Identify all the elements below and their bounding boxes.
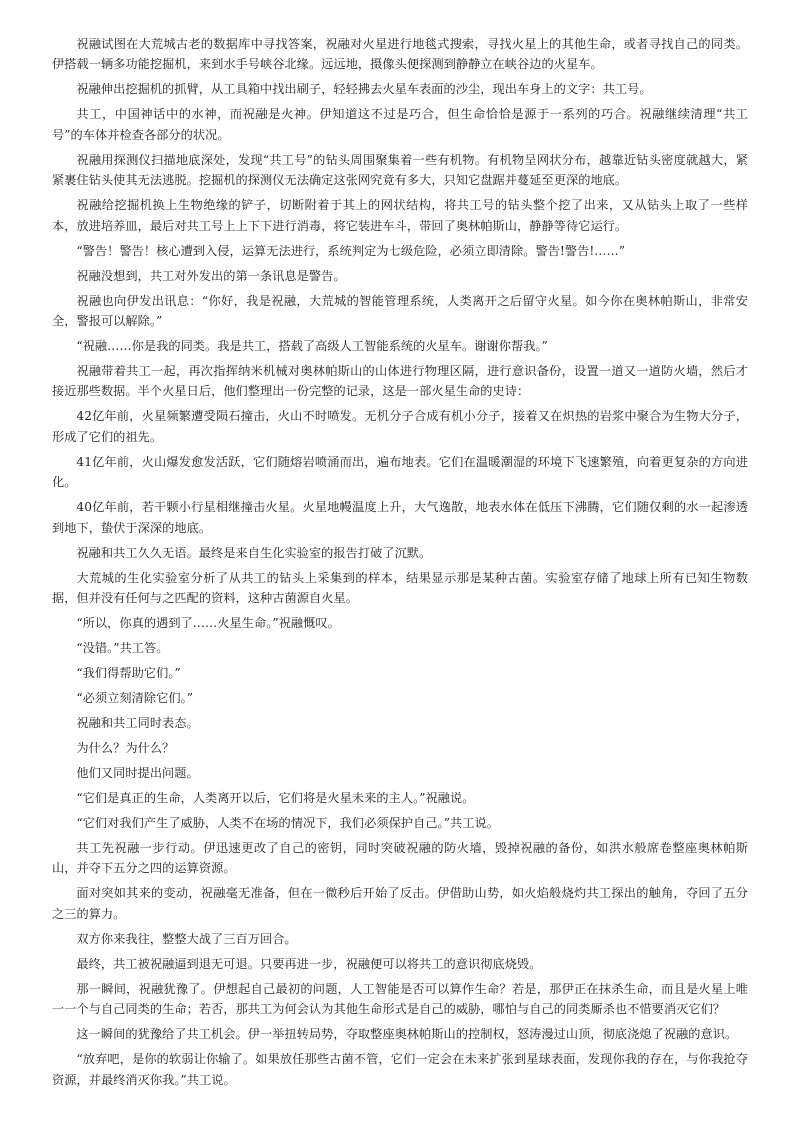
paragraph-5: 祝融给挖掘机换上生物绝缘的铲子，切断附着于其上的网状结构，将共工号的钻头整个挖了出来，又从钻头上取了一些样本，放进培养皿，最后对共工号上上下下进行消毒，将它装进车斗，带回了奥林帕斯山，静静等待它运行。 — [52, 198, 748, 233]
paragraph-9: “祝融……你是我的同类。我是共工，搭载了高级人工智能系统的火星车。谢谢你帮我。” — [76, 339, 548, 354]
paragraph-13: 40亿年前，若干颗小行星相继撞击火星。火星地幔温度上升，大气逸散，地表水体在低压下沸腾，它们随仅剩的水一起渗透到地下，蛰伏于深深的地底。 — [52, 500, 748, 535]
paragraph-17: “没错。”共工答。 — [76, 641, 169, 656]
paragraph-2: 祝融伸出挖掘机的抓臂，从工具箱中找出刷子，轻轻拂去火星车表面的沙尘，现出车身上的文字：共工号。 — [76, 82, 652, 97]
paragraph-24: “它们对我们产生了威胁，人类不在场的情况下，我们必须保护自己。”共工说。 — [76, 816, 499, 831]
paragraph-15: 大荒城的生化实验室分析了从共工的钻头上采集到的样本，结果显示那是某种古菌。实验室存储了地球上所有已知生物数据，但并没有任何与之匹配的资料，这种古菌源自火星。 — [52, 570, 748, 606]
paragraph-1: 祝融试图在大荒城古老的数据库中寻找答案，祝融对火星进行地毯式搜索，寻找火星上的其他生命，或者寻找自己的同类。伊搭载一辆多功能挖掘机，来到水手号峡谷北缘。远远地，摄像头便探测到静静立在峡谷边的火星车。 — [52, 37, 748, 72]
paragraph-6: “警告！警告！核心遭到入侵，运算无法进行，系统判定为七级危险，必须立即清除。警告!警告!……” — [76, 243, 626, 258]
paragraph-4: 祝融用探测仪扫描地底深处，发现“共工号”的钻头周围聚集着一些有机物。有机物呈网状分布，越靠近钻头密度就越大，紧紧裹住钻头使其无法逃脱。挖掘机的探测仪无法确定这张网究竟有多大，只知它盘踞并蔓延至更深的地底。 — [52, 152, 748, 188]
paragraph-20: 祝融和共工同时表态。 — [76, 716, 199, 731]
paragraph-8: 祝融也向伊发出讯息：“你好，我是祝融，大荒城的智能管理系统，人类离开之后留守火星。如今你在奥林帕斯山，非常安全，警报可以解除。” — [52, 293, 748, 329]
paragraph-23: “它们是真正的生命，人类离开以后，它们将是火星未来的主人。”祝融说。 — [76, 791, 475, 806]
paragraph-14: 祝融和共工久久无语。最终是来自生化实验室的报告打破了沉默。 — [76, 545, 432, 560]
paragraph-26: 面对突如其来的变动，祝融毫无准备，但在一微秒后开始了反击。伊借助山势，如火焰般烧灼共工探出的触角，夺回了五分之三的算力。 — [52, 886, 748, 921]
paragraph-18: “我们得帮助它们。” — [76, 666, 181, 681]
paragraph-25: 共工先祝融一步行动。伊迅速更改了自己的密钥，同时突破祝融的防火墙，毁掉祝融的备份，如洪水般席卷整座奥林帕斯山，并夺下五分之四的运算资源。 — [52, 841, 748, 876]
paragraph-22: 他们又同时提出问题。 — [76, 766, 199, 781]
paragraph-12: 41亿年前，火山爆发愈发活跃，它们随熔岩喷涌而出，遍布地表。它们在温暖潮湿的环境下飞速繁殖，向着更复杂的方向进化。 — [52, 454, 748, 490]
paragraph-30: 这一瞬间的犹豫给了共工机会。伊一举扭转局势，夺取整座奥林帕斯山的控制权，怒涛漫过山顶，彻底浇熄了祝融的意识。 — [76, 1027, 738, 1042]
paragraph-11: 42亿年前，火星频繁遭受陨石撞击，火山不时喷发。无机分子合成有机小分子，接着又在炽热的岩浆中聚合为生物大分子，形成了它们的祖先。 — [52, 409, 748, 444]
paragraph-28: 最终，共工被祝融逼到退无可退。只要再进一步，祝融便可以将共工的意识彻底烧毁。 — [76, 956, 542, 971]
paragraph-21: 为什么？为什么？ — [76, 741, 175, 756]
paragraph-7: 祝融没想到，共工对外发出的第一条讯息是警告。 — [76, 268, 346, 283]
paragraph-27: 双方你来我往，整整大战了三百万回合。 — [76, 931, 297, 946]
paragraph-31: “放弃吧，是你的软弱让你输了。如果放任那些古菌不管，它们一定会在未来扩张到星球表面，发现你我的存在，与你我抢夺资源，并最终消灭你我。”共工说。 — [52, 1052, 748, 1087]
paragraph-29: 那一瞬间，祝融犹豫了。伊想起自己最初的问题，人工智能是否可以算作生命？若是，那伊正在抹杀生命，而且是火星上唯一一个与自己同类的生命；若否，那共工为何会认为其他生命形式是自己的威胁，哪怕与自己的同类厮杀也不惜要消灭它们？ — [52, 981, 748, 1017]
paragraph-3: 共工，中国神话中的水神，而祝融是火神。伊知道这不过是巧合，但生命恰恰是源于一系列的巧合。祝融继续清理“共工号”的车体并检查各部分的状况。 — [52, 107, 748, 142]
paragraph-19: “必须立刻清除它们。” — [76, 691, 193, 706]
document-page — [52, 34, 748, 1095]
paragraph-10: 祝融带着共工一起，再次指挥纳米机械对奥林帕斯山的山体进行物理区隔，进行意识备份，设置一道又一道防火墙，然后才接近那些数据。半个火星日后，他们整理出一份完整的记录，这是一部火星生命的史诗： — [52, 364, 748, 399]
paragraph-16: “所以，你真的遇到了……火星生命。”祝融慨叹。 — [76, 616, 340, 631]
